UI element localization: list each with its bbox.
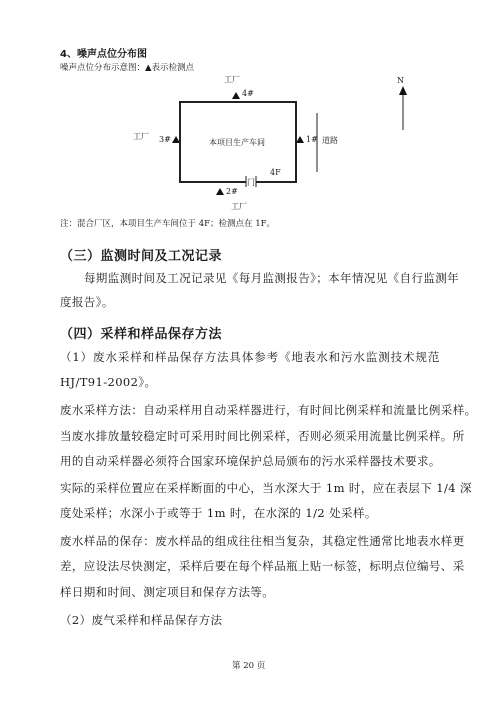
paragraph-line: 度报告》。 xyxy=(60,295,114,309)
noise-point-diagram xyxy=(0,0,500,240)
point-1-marker xyxy=(296,136,304,143)
label-left-factory: 工厂 xyxy=(133,132,149,141)
point-3-marker xyxy=(172,136,180,143)
diagram-note: 注：混合厂区，本项目生产车间位于 4F；检测点在 1F。 xyxy=(60,219,276,229)
paragraph-line: 废水采样方法：自动采样用自动采样器进行，有时间比例采样和流量比例采样。 xyxy=(60,403,477,417)
label-bottom-factory: 工厂 xyxy=(231,202,247,211)
label-building: 本项目生产车间 xyxy=(209,138,265,147)
paragraph-line: 样日期和时间、测定项目和保存方法等。 xyxy=(60,585,275,599)
label-road: 道路 xyxy=(322,136,338,145)
paragraph-line: HJ/T91-2002》。 xyxy=(60,375,157,389)
paragraph-line: （1）废水采样和样品保存方法具体参考《地表水和污水监测技术规范 xyxy=(60,350,441,364)
paragraph-line: 实际的采样位置应在采样断面的中心，当水深大于 1m 时，应在表层下 1/4 深 xyxy=(60,481,472,495)
label-point-4: 4# xyxy=(242,89,254,98)
paragraph-line: 废水样品的保存：废水样品的组成往往相当复杂，其稳定性通常比地表水样更 xyxy=(60,534,465,548)
paragraph-line: 用的自动采样器必须符合国家环境保护总局颁布的污水采样器技术要求。 xyxy=(60,454,441,468)
point-4-marker xyxy=(232,92,240,99)
section-title-monitoring-time: （三）监测时间及工况记录 xyxy=(60,249,223,264)
point-2-marker xyxy=(216,188,224,195)
label-point-3: 3# xyxy=(159,135,171,144)
label-north: N xyxy=(397,76,404,85)
paragraph-line: 差，应设法尽快测定，采样后要在每个样品瓶上贴一标签，标明点位编号、采 xyxy=(60,559,465,573)
label-point-2: 2# xyxy=(226,187,238,196)
page-number: 第 20 页 xyxy=(232,661,266,671)
label-floor: 4F xyxy=(270,168,281,177)
section-title-sampling: （四）采样和样品保存方法 xyxy=(60,327,223,342)
north-arrow-head xyxy=(399,86,407,95)
section-heading: 4、噪声点位分布图 xyxy=(60,49,147,60)
label-point-1: 1# xyxy=(306,135,318,144)
paragraph-line: （2）废气采样和样品保存方法 xyxy=(60,613,223,627)
paragraph-line: 每期监测时间及工况记录见《每月监测报告》；本年情况见《自行监测年 xyxy=(84,271,460,285)
label-top-factory: 工厂 xyxy=(224,75,240,84)
paragraph-line: 当废水排放量较稳定时可采用时间比例采样，否则必须采用流量比例采样。所 xyxy=(60,429,465,443)
paragraph-line: 度处采样；水深小于或等于 1m 时，在水深的 1/2 处采样。 xyxy=(60,506,377,520)
diagram-legend: 噪声点位分布示意图：▲表示检测点 xyxy=(60,63,195,73)
label-door: 门 xyxy=(247,178,255,187)
